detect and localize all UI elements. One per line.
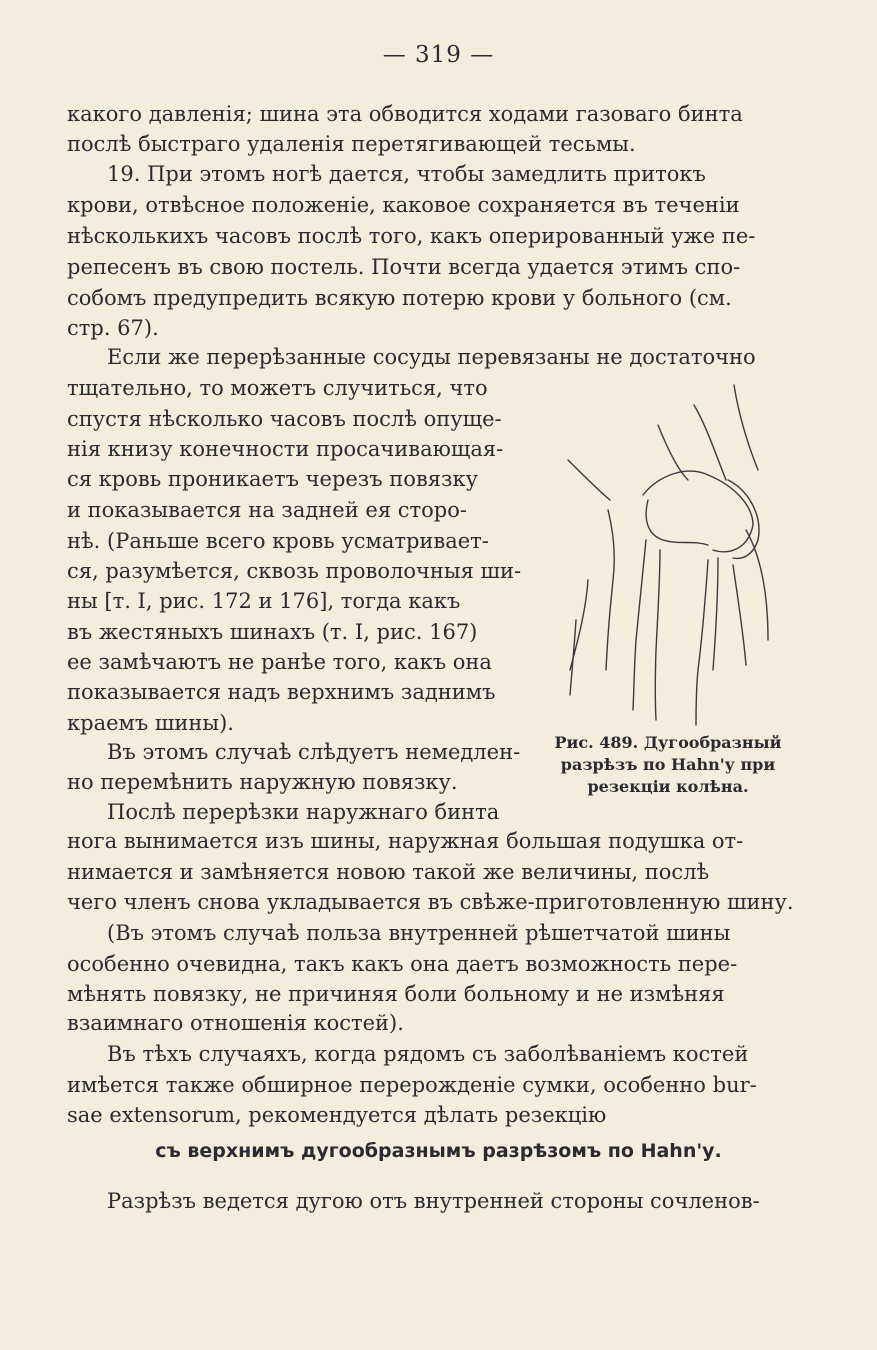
- text-line: показывается надъ верхнимъ заднимъ: [67, 680, 496, 704]
- text-line: въ жестяныхъ шинахъ (т. I, рис. 167): [67, 620, 478, 644]
- text-line: Послѣ перерѣзки наружнаго бинта: [107, 800, 500, 824]
- knee-incision-figure: [548, 370, 788, 730]
- text-line: взаимнаго отношенія костей).: [67, 1011, 404, 1035]
- text-line: нимается и замѣняется новою такой же величины, послѣ: [67, 860, 710, 884]
- text-line: ся, разумѣется, сквозь проволочныя ши-: [67, 559, 522, 583]
- text-line: Разрѣзъ ведется дугою отъ внутренней стороны сочленов-: [107, 1189, 760, 1213]
- text-line: чего членъ снова укладывается въ свѣже-приготовленную шину.: [67, 890, 794, 914]
- text-line: мѣнять повязку, не причиняя боли больному и не измѣняя: [67, 982, 725, 1006]
- text-line: ее замѣчаютъ не ранѣе того, какъ она: [67, 650, 492, 674]
- text-line: нѣ. (Раньше всего кровь усматривает-: [67, 529, 489, 553]
- text-line: особенно очевидна, такъ какъ она даетъ возможность пере-: [67, 952, 738, 976]
- text-line: тщательно, то можетъ случиться, что: [67, 376, 488, 400]
- figure-caption-line: разрѣзъ по Hahn'у при: [560, 755, 776, 774]
- text-line: собомъ предупредить всякую потерю крови у больного (см.: [67, 286, 732, 310]
- text-line: и показывается на задней ея сторо-: [67, 498, 467, 522]
- text-line: послѣ быстраго удаленія перетягивающей тесьмы.: [67, 132, 636, 156]
- text-line: Въ этомъ случаѣ слѣдуетъ немедлен-: [107, 740, 521, 764]
- text-line: sae extensorum, рекомендуется дѣлать резекцію: [67, 1103, 607, 1127]
- page-number: — 319 —: [382, 42, 495, 68]
- text-line: ны [т. I, рис. 172 и 176], тогда какъ: [67, 589, 461, 613]
- figure-caption-line: резекціи колѣна.: [587, 777, 749, 796]
- text-line: имѣется также обширное перерожденіе сумки, особенно bur-: [67, 1073, 757, 1097]
- text-line: краемъ шины).: [67, 711, 234, 735]
- text-line: нога вынимается изъ шины, наружная большая подушка от-: [67, 829, 744, 853]
- section-heading: съ верхнимъ дугообразнымъ разрѣзомъ по Hahn'у.: [155, 1140, 722, 1162]
- text-line: но перемѣнить наружную повязку.: [67, 770, 458, 794]
- text-line: (Въ этомъ случаѣ польза внутренней рѣшетчатой шины: [107, 921, 731, 945]
- text-line: нія книзу конечности просачивающая-: [67, 437, 504, 461]
- text-line: репесенъ въ свою постель. Почти всегда удается этимъ спо-: [67, 255, 741, 279]
- text-line: нѣсколькихъ часовъ послѣ того, какъ оперированный уже пе-: [67, 224, 756, 248]
- figure-caption-line: Рис. 489. Дугообразный: [554, 733, 782, 752]
- text-line: ся кровь проникаетъ черезъ повязку: [67, 467, 478, 491]
- text-line: Въ тѣхъ случаяхъ, когда рядомъ съ заболѣваніемъ костей: [107, 1042, 749, 1066]
- text-line: 19. При этомъ ногѣ дается, чтобы замедлить притокъ: [107, 162, 706, 186]
- text-line: стр. 67).: [67, 316, 159, 340]
- text-line: крови, отвѣсное положеніе, каковое сохраняется въ теченіи: [67, 193, 740, 217]
- text-line: какого давленія; шина эта обводится ходами газоваго бинта: [67, 102, 743, 126]
- text-line: спустя нѣсколько часовъ послѣ опуще-: [67, 407, 502, 431]
- text-line: Если же перерѣзанные сосуды перевязаны не достаточно: [107, 345, 756, 369]
